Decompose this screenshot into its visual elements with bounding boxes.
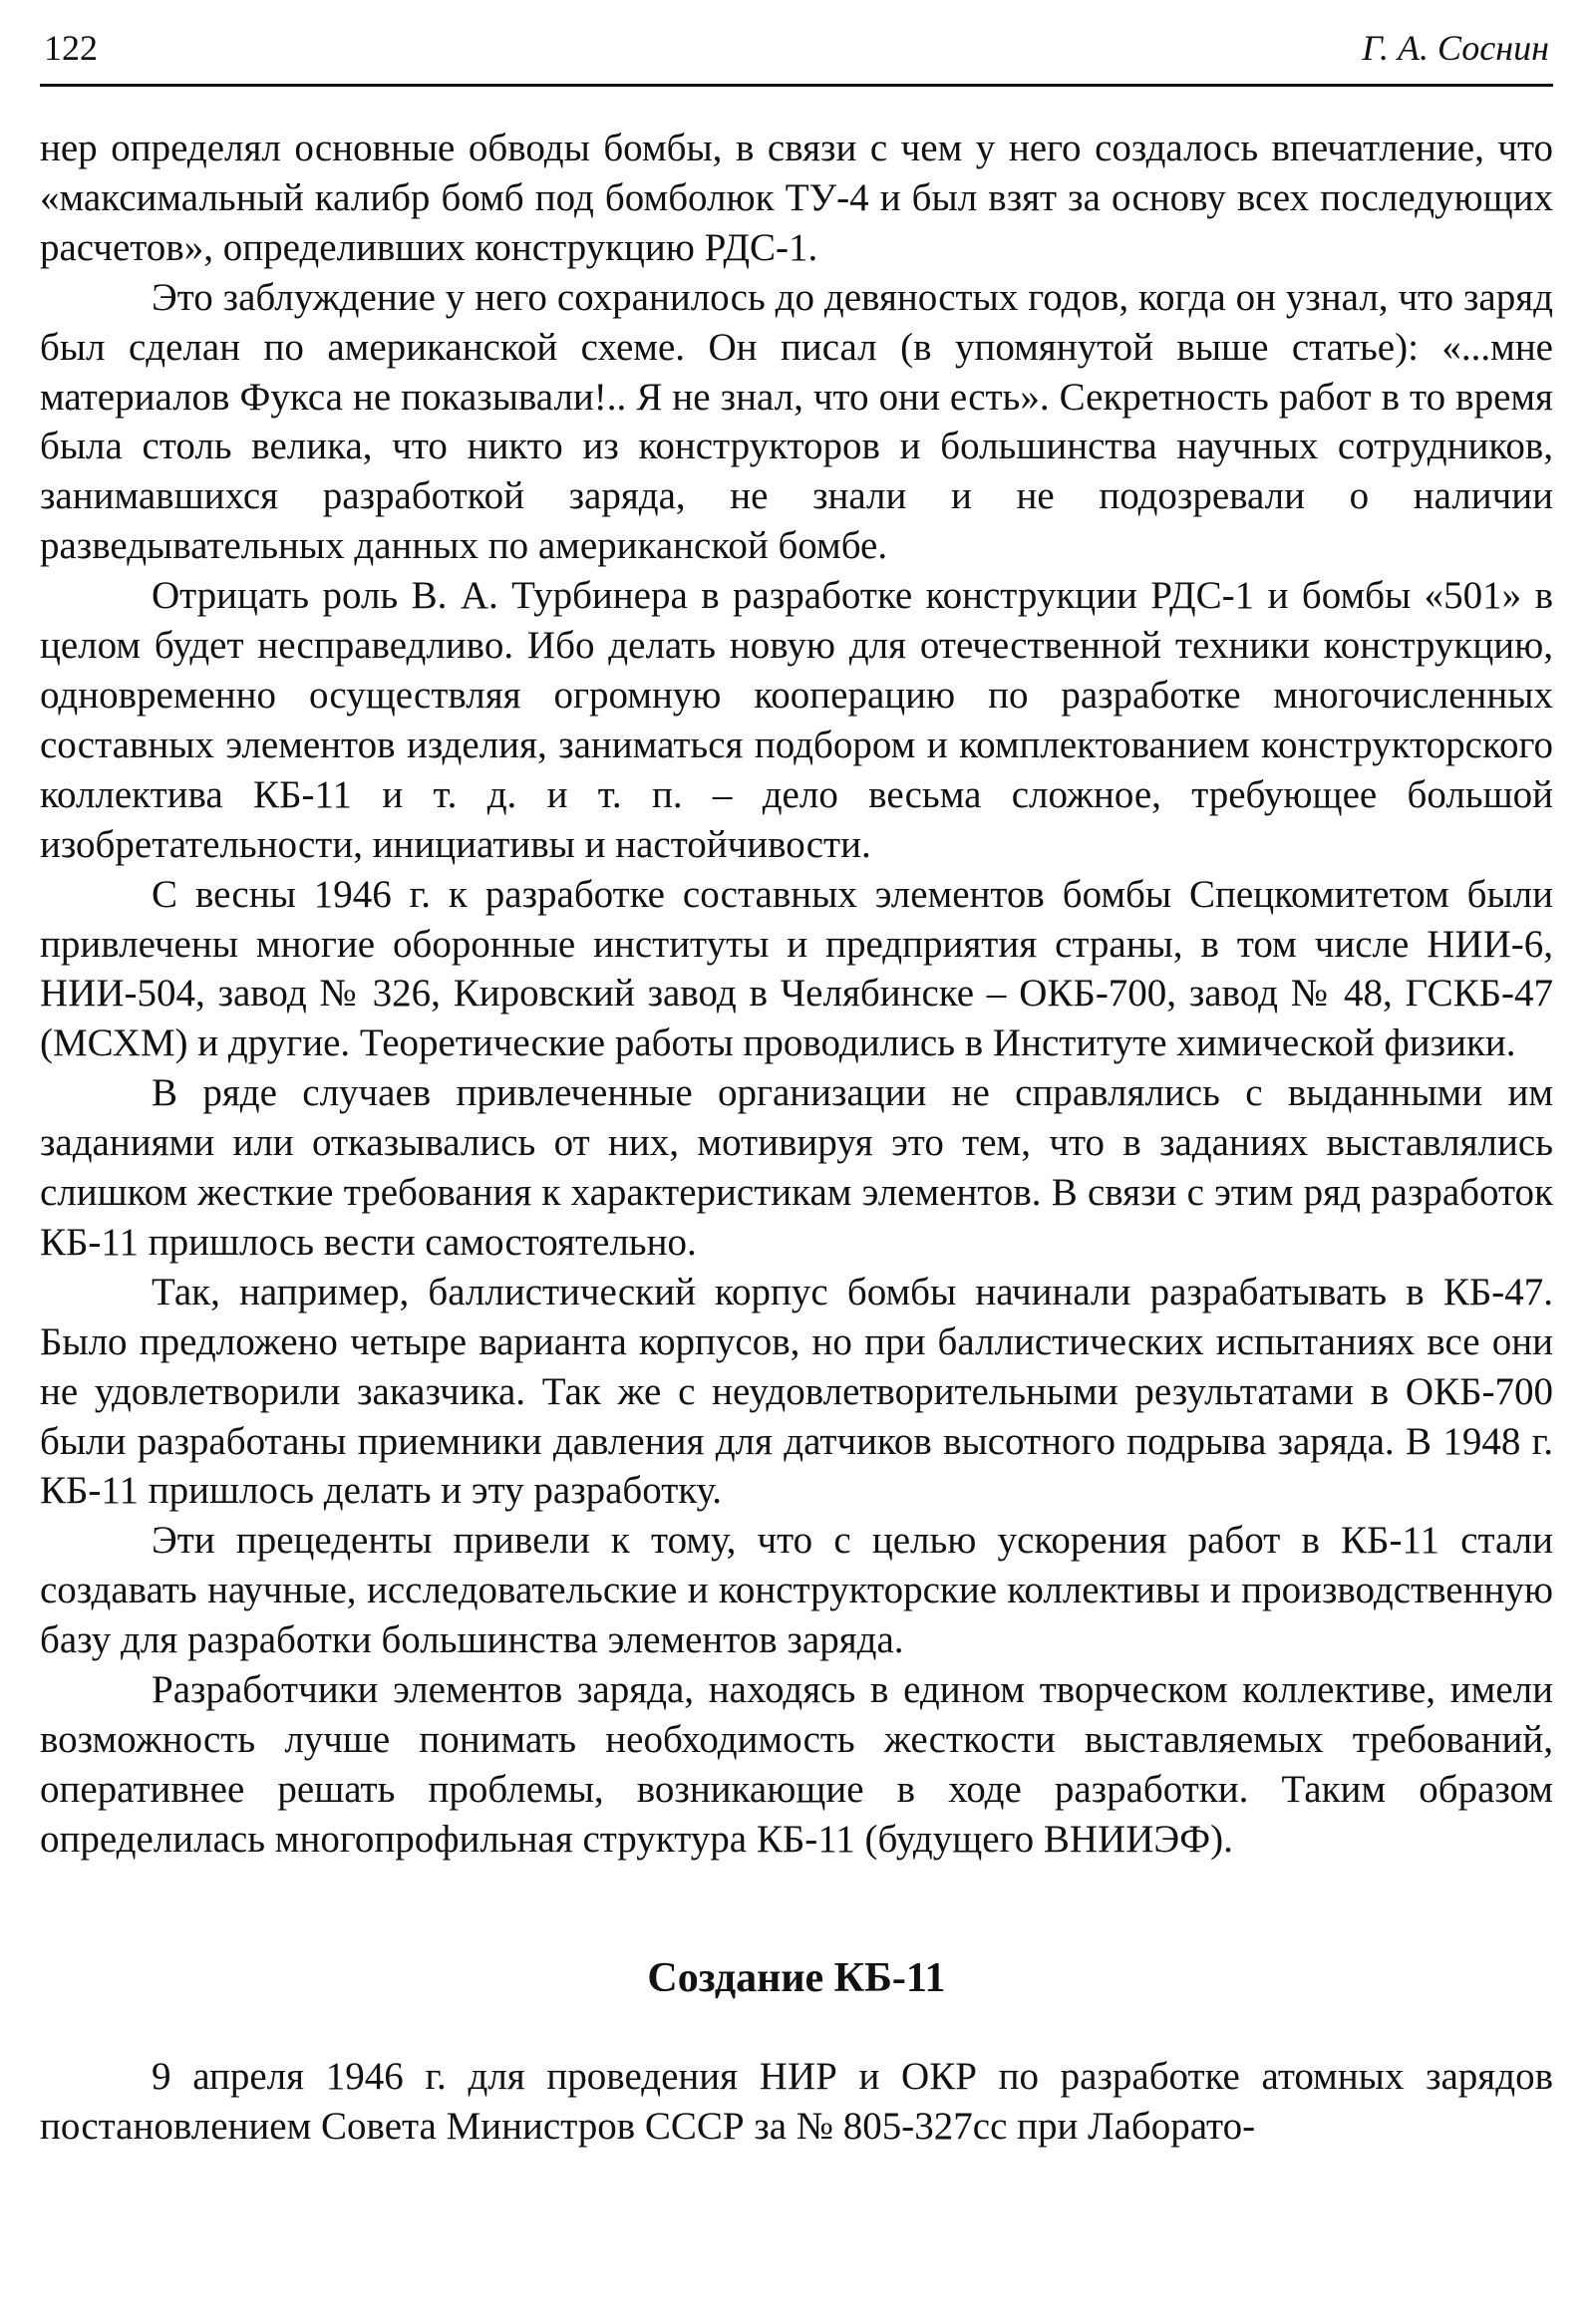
paragraph: В ряде случаев привлеченные организации не справлялись с выданными им заданиями или отказывались от них, мотивируя это тем, что в заданиях выставлялись слишком жесткие требования к характеристикам элементов. В связи с этим ряд разработок КБ-11 пришлось вести самостоятельно. <box>40 1071 1553 1264</box>
paragraph: Так, например, баллистический корпус бомбы начинали разрабатывать в КБ-47. Было предложено четыре варианта корпусов, но при баллистических испытаниях все они не удовлетворили заказчика. Так же с неудовлетворительными результатами в ОКБ-700 были разработаны приемники давления для датчиков высотного подрыва заряда. В 1948 г. КБ-11 пришлось делать и эту разработку. <box>40 1270 1553 1513</box>
paragraph: С весны 1946 г. к разработке составных элементов бомбы Спецкомитетом были привлечены многие оборонные институты и предприятия страны, в том числе НИИ-6, НИИ-504, завод № 326, Кировский завод в Челябинске – ОКБ-700, завод № 48, ГСКБ-47 (МСХМ) и другие. Теоретические работы проводились в Институте химической физики. <box>40 872 1553 1065</box>
paragraph-continued: нер определял основные обводы бомбы, в связи с чем у него создалось впечатление, что «максимальный калибр бомб под бомболюк ТУ-4 и был взят за основу всех последующих расчетов», определивших конструкцию РДС-1. <box>40 127 1553 269</box>
paragraph: Отрицать роль В. А. Турбинера в разработке конструкции РДС-1 и бомбы «501» в целом будет несправедливо. Ибо делать новую для отечественной техники конструкцию, одновременно осуществляя огромную кооперацию по разработке многочисленных составных элементов изделия, заниматься подбором и комплектованием конструкторского коллектива КБ-11 и т. д. и т. п. – дело весьма сложное, требующее большой изобретательности, инициативы и настойчивости. <box>40 574 1553 866</box>
page-number: 122 <box>44 28 98 68</box>
paragraph: Разработчики элементов заряда, находясь в едином творческом коллективе, имели возможность лучше понимать необходимость жесткости выставляемых требований, оперативнее решать проблемы, возникающие в ходе разработки. Таким образом определилась многопрофильная структура КБ-11 (будущего ВНИИЭФ). <box>40 1668 1553 1861</box>
paragraph: Эти прецеденты привели к тому, что с целью ускорения работ в КБ-11 стали создавать научные, исследовательские и конструкторские коллективы и производственную базу для разработки большинства элементов заряда. <box>40 1519 1553 1662</box>
body-text <box>40 124 1553 2152</box>
paragraph: Это заблуждение у него сохранилось до девяностых годов, когда он узнал, что заряд был сделан по американской схеме. Он писал (в упомянутой выше статье): «...мне материалов Фукса не показывали!.. Я не знал, что они есть». Секретность работ в то время была столь велика, что никто из конструкторов и большинства научных сотрудников, занимавшихся разработкой заряда, не знали и не подозревали о наличии разведывательных данных по американской бомбе. <box>40 275 1553 568</box>
running-head-author: Г. А. Соснин <box>1362 28 1549 68</box>
section-paragraph: 9 апреля 1946 г. для проведения НИР и ОКР по разработке атомных зарядов постановлением Совета Министров СССР за № 805-327сс при Лаборато- <box>40 2054 1553 2148</box>
section-heading: Создание КБ-11 <box>647 1954 946 2001</box>
running-head <box>40 26 1553 87</box>
